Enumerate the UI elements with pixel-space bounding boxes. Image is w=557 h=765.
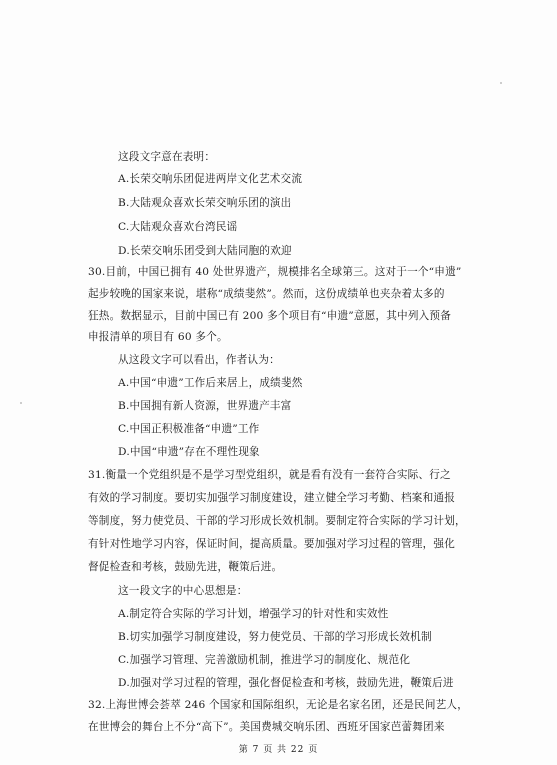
q32-stem-line-1: 32.上海世博会荟萃 246 个国家和国际组织，无论是名家名团，还是民间艺人， [88,699,469,711]
q29-prompt: 这段文字意在表明： [118,151,216,163]
page-number-footer: 第 7 页 共 22 页 [238,745,319,755]
q30-stem-line-2: 起步较晚的国家来说，堪称“成绩斐然”。然而，这份成绩单也夹杂着太多的 [88,288,445,300]
q30-option-b: B.中国拥有新人资源，世界遗产丰富 [118,400,292,412]
scan-speck [500,82,502,84]
q29-option-b: B.大陆观众喜欢长荣交响乐团的演出 [118,197,292,209]
q31-option-a: A.制定符合实际的学习计划，增强学习的针对性和实效性 [118,608,389,620]
q31-stem-line-1: 31.衡量一个党组织是不是学习型党组织，就是看有没有一套符合实际、行之 [88,469,451,481]
q32-stem-line-2: 在世博会的舞台上不分“高下”。美国费城交响乐团、西班牙国家芭蕾舞团来 [88,721,445,733]
q30-stem-line-1: 30.目前，中国已拥有 40 处世界遗产，规模排名全球第三。这对于一个“申遗” [88,266,462,278]
q30-prompt: 从这段文字可以看出，作者认为： [118,354,280,366]
q30-stem-line-4: 申报清单的项目有 60 多个。 [88,331,228,343]
scan-speck [20,402,22,404]
q31-option-d: D.加强对学习过程的管理，强化督促检查和考核，鼓励先进，鞭策后进 [118,677,454,689]
q31-stem-line-2: 有效的学习制度。要切实加强学习制度建设，建立健全学习考勤、档案和通报 [88,492,455,504]
q29-option-d: D.长荣交响乐团受到大陆同胞的欢迎 [118,245,292,257]
q31-option-b: B.切实加强学习制度建设，努力使党员、干部的学习形成长效机制 [118,631,432,643]
q29-option-a: A.长荣交响乐团促进两岸文化艺术交流 [118,173,303,185]
q31-option-c: C.加强学习管理、完善激励机制，推进学习的制度化、规范化 [118,654,411,666]
q31-stem-line-5: 督促检查和考核，鼓励先进，鞭策后进。 [88,561,283,573]
q30-option-a: A.中国“申遗”工作后来居上，成绩斐然 [118,377,303,389]
q31-prompt: 这一段文字的中心思想是： [118,585,248,597]
q31-stem-line-4: 有针对性地学习内容，保证时间，提高质量。要加强对学习过程的管理，强化 [88,538,455,550]
q30-stem-line-3: 狂热。数据显示，目前中国已有 200 多个项目有“申遗”意愿，其中列入预备 [88,310,451,322]
q30-option-c: C.中国正积极准备“申遗”工作 [118,423,260,435]
q31-stem-line-3: 等制度，努力使党员、干部的学习形成长效机制。要制定符合实际的学习计划， [88,515,466,527]
q30-option-d: D.中国“申遗”存在不理性现象 [118,446,260,458]
q29-option-c: C.大陆观众喜欢台湾民谣 [118,221,238,233]
